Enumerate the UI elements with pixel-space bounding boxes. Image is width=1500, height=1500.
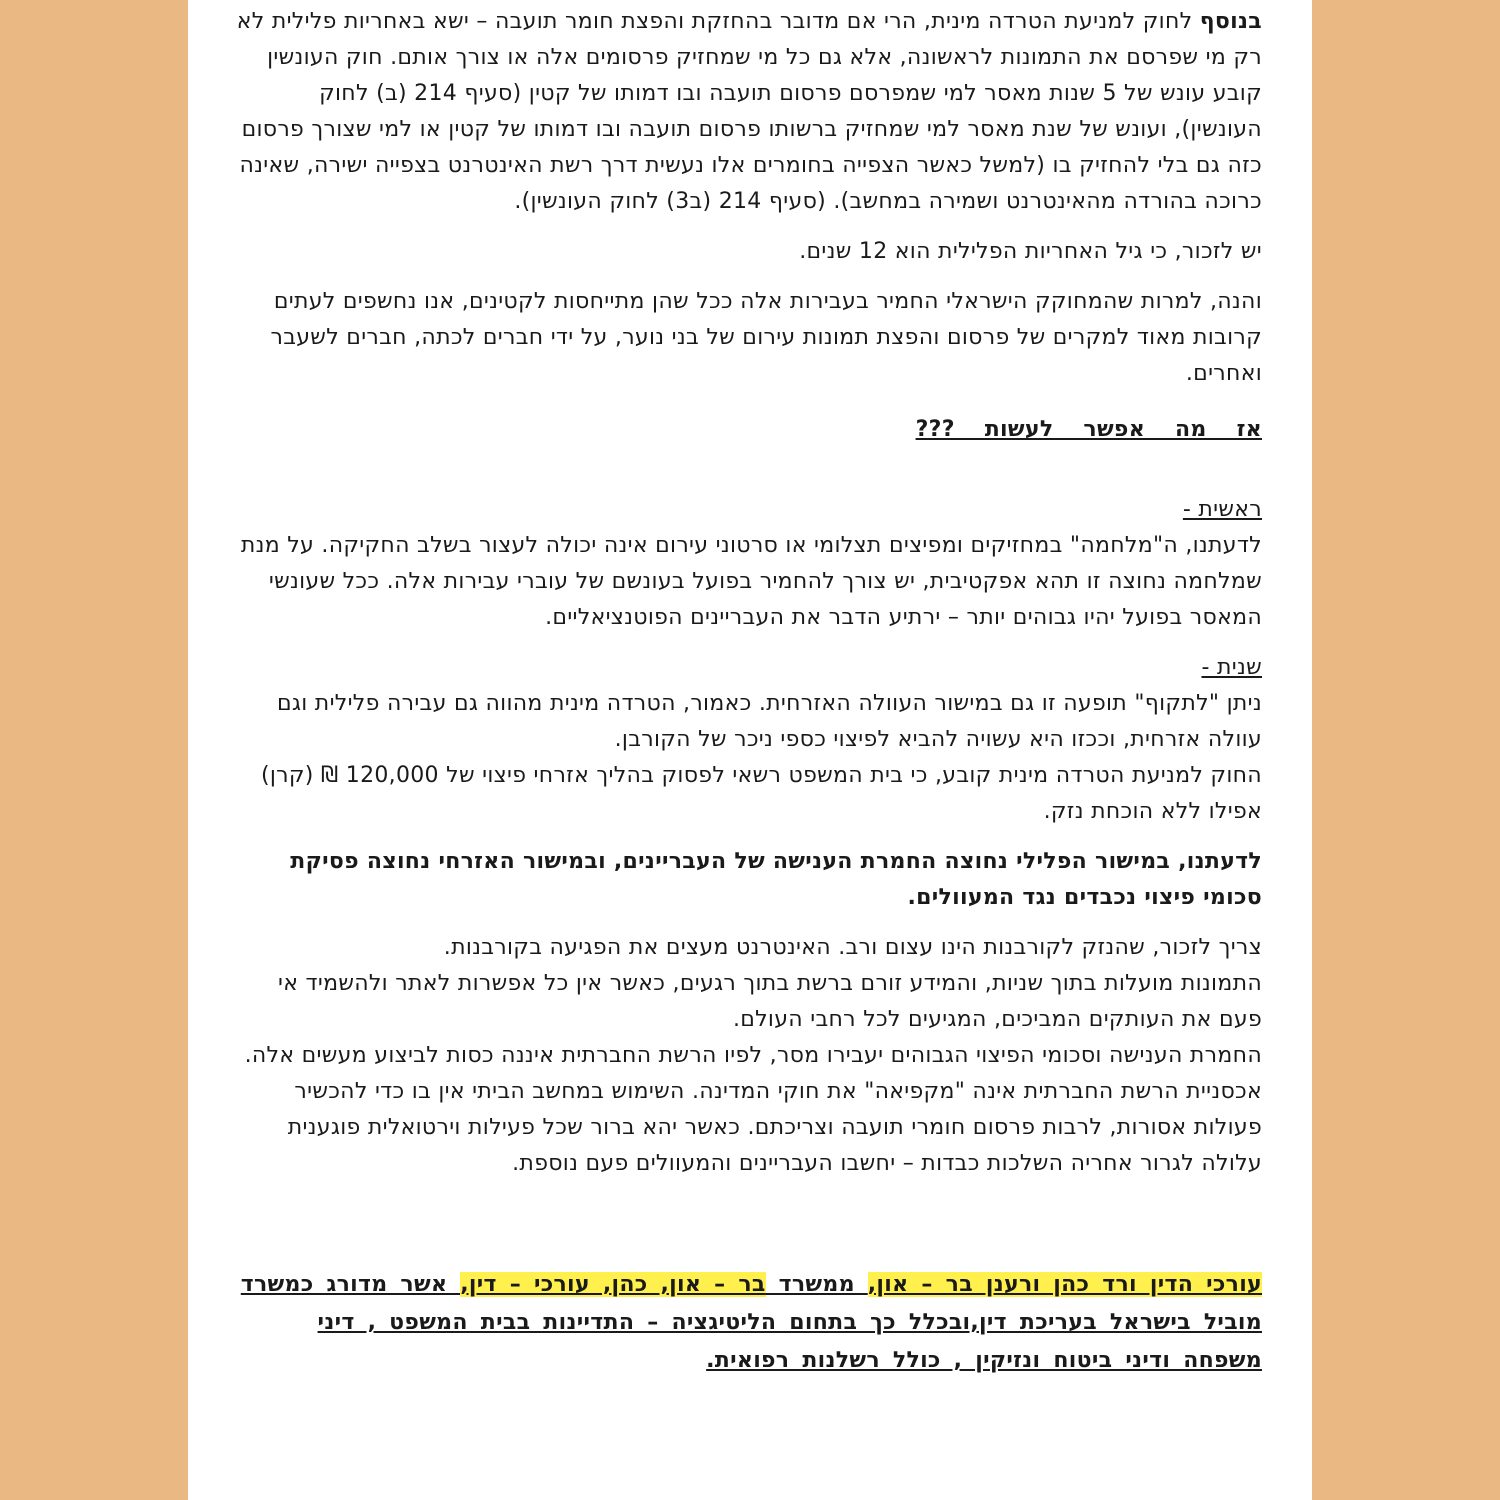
document-page: [188, 0, 1312, 1500]
paragraph-first: לדעתנו, ה"מלחמה" במחזיקים ומפיצים תצלומי או סרטוני עירום אינה יכולה לעצור בשלב החקיקה. על מנת שמלחמה נחוצה זו תהא אפקטיבית, יש צורך להחמיר בפועל בעונשם של עוברי עבירות אלה. ככל שעונשי המאסר בפועל יהיו גבוהים יותר – ירתיע הדבר את העבריינים הפוטנציאליים.: [240, 533, 1262, 630]
footer-attribution: [228, 1266, 1262, 1380]
footer-text-rest: אשר מדורג כמשרד מוביל בישראל בעריכת דין,ובכלל כך בתחום הליטיגציה – התדיינות בבית המשפט , דיני משפחה ודיני ביטוח ונזיקין , כולל רשלנות רפואית.: [240, 1272, 1262, 1373]
paragraph-despite-law: והנה, למרות שהמחוקק הישראלי החמיר בעבירות אלה ככל שהן מתייחסות לקטינים, אנו נחשפים לעתים קרובות מאוד למקרים של פרסום והפצת תמונות עירום של בני נוער, על ידי חברים לכתה, חברים לשעבר ואחרים.: [270, 289, 1262, 386]
label-first: ראשית -: [1182, 497, 1262, 522]
paragraph-age-of-liability: יש לזכור, כי גיל האחריות הפלילית הוא 12 שנים.: [799, 239, 1262, 264]
footer-text: ממשרד: [765, 1272, 868, 1297]
highlight-lawyers-names: עורכי הדין ורד כהן ורענן בר – און,: [867, 1272, 1262, 1297]
paragraph-lead-word: בנוסף: [1199, 9, 1262, 34]
paragraph-remember-1: צריך לזכור, שהנזק לקורבנות הינו עצום ורב. האינטרנט מעצים את הפגיעה בקורבנות.: [443, 935, 1262, 960]
paragraph-text: לחוק למניעת הטרדה מינית, הרי אם מדובר בהחזקת והפצת חומר תועבה – ישא באחריות פלילית לא רק מי שפרסם את התמונות לראשונה, אלא גם כל מי שמחזיק פרסומים אלה או צורך אותם. חוק העונשין קובע עונש של 5 שנות מאסר למי שמפרסם פרסום תועבה ובו דמותו של קטין (סעיף 214 (ב) לחוק העונשין), ועונש של שנת מאסר למי שמחזיק ברשותו פרסום תועבה ובו דמותו של קטין או למי שצורך פרסום כזה גם בלי להחזיק בו (למשל כאשר הצפייה בחומרים אלו נעשית דרך רשת האינטרנט בצפייה ישירה, שאינה כרוכה בהורדה מהאינטרנט ושמירה במחשב). (סעיף 214 (ב3) לחוק העונשין).: [236, 9, 1262, 214]
paragraph-second-compensation: החוק למניעת הטרדה מינית קובע, כי בית המשפט רשאי לפסוק בהליך אזרחי פיצוי של 120,000 ₪ (קרן) אפילו ללא הוכחת נזק.: [260, 763, 1262, 824]
paragraph-additional-law: [228, 4, 1262, 220]
label-second: שנית -: [1201, 655, 1262, 680]
paragraph-remember-2: התמונות מועלות בתוך שניות, והמידע זורם ברשת בתוך רגעים, כאשר אין כל אפשרות לאתר ולהשמיד אי פעם את העותקים המביכים, המגיעים לכל רחבי העולם.: [278, 971, 1262, 1032]
section-heading-what-to-do: אז מה אפשר לעשות ???: [915, 417, 1262, 442]
paragraph-opinion: לדעתנו, במישור הפלילי נחוצה החמרת הענישה של העבריינים, ובמישור האזרחי נחוצה פסיקת סכומי פיצוי נכבדים נגד המעוולים.: [290, 849, 1262, 910]
paragraph-second: ניתן "לתקוף" תופעה זו גם במישור העוולה האזרחית. כאמור, הטרדה מינית מהווה גם עבירה פלילית וגם עוולה אזרחית, וככזו היא עשויה להביא לפיצוי כספי ניכר של הקורבן.: [276, 691, 1262, 752]
highlight-firm-name: בר – און, כהן, עורכי – דין,: [460, 1272, 766, 1297]
paragraph-remember-3: החמרת הענישה וסכומי הפיצוי הגבוהים יעבירו מסר, לפיו הרשת החברתית איננה כסות לביצוע מעשים אלה. אכסניית הרשת החברתית אינה "מקפיאה" את חוקי המדינה. השימוש במחשב הביתי אין בו כדי להכשיר פעולות אסורות, לרבות פרסום חומרי תועבה וצריכתם. כאשר יהא ברור שכל פעילות וירטואלית פוגענית עלולה לגרור אחריה השלכות כבדות – יחשבו העבריינים והמעוולים פעם נוספת.: [244, 1043, 1262, 1176]
document-body: [228, 4, 1262, 1380]
